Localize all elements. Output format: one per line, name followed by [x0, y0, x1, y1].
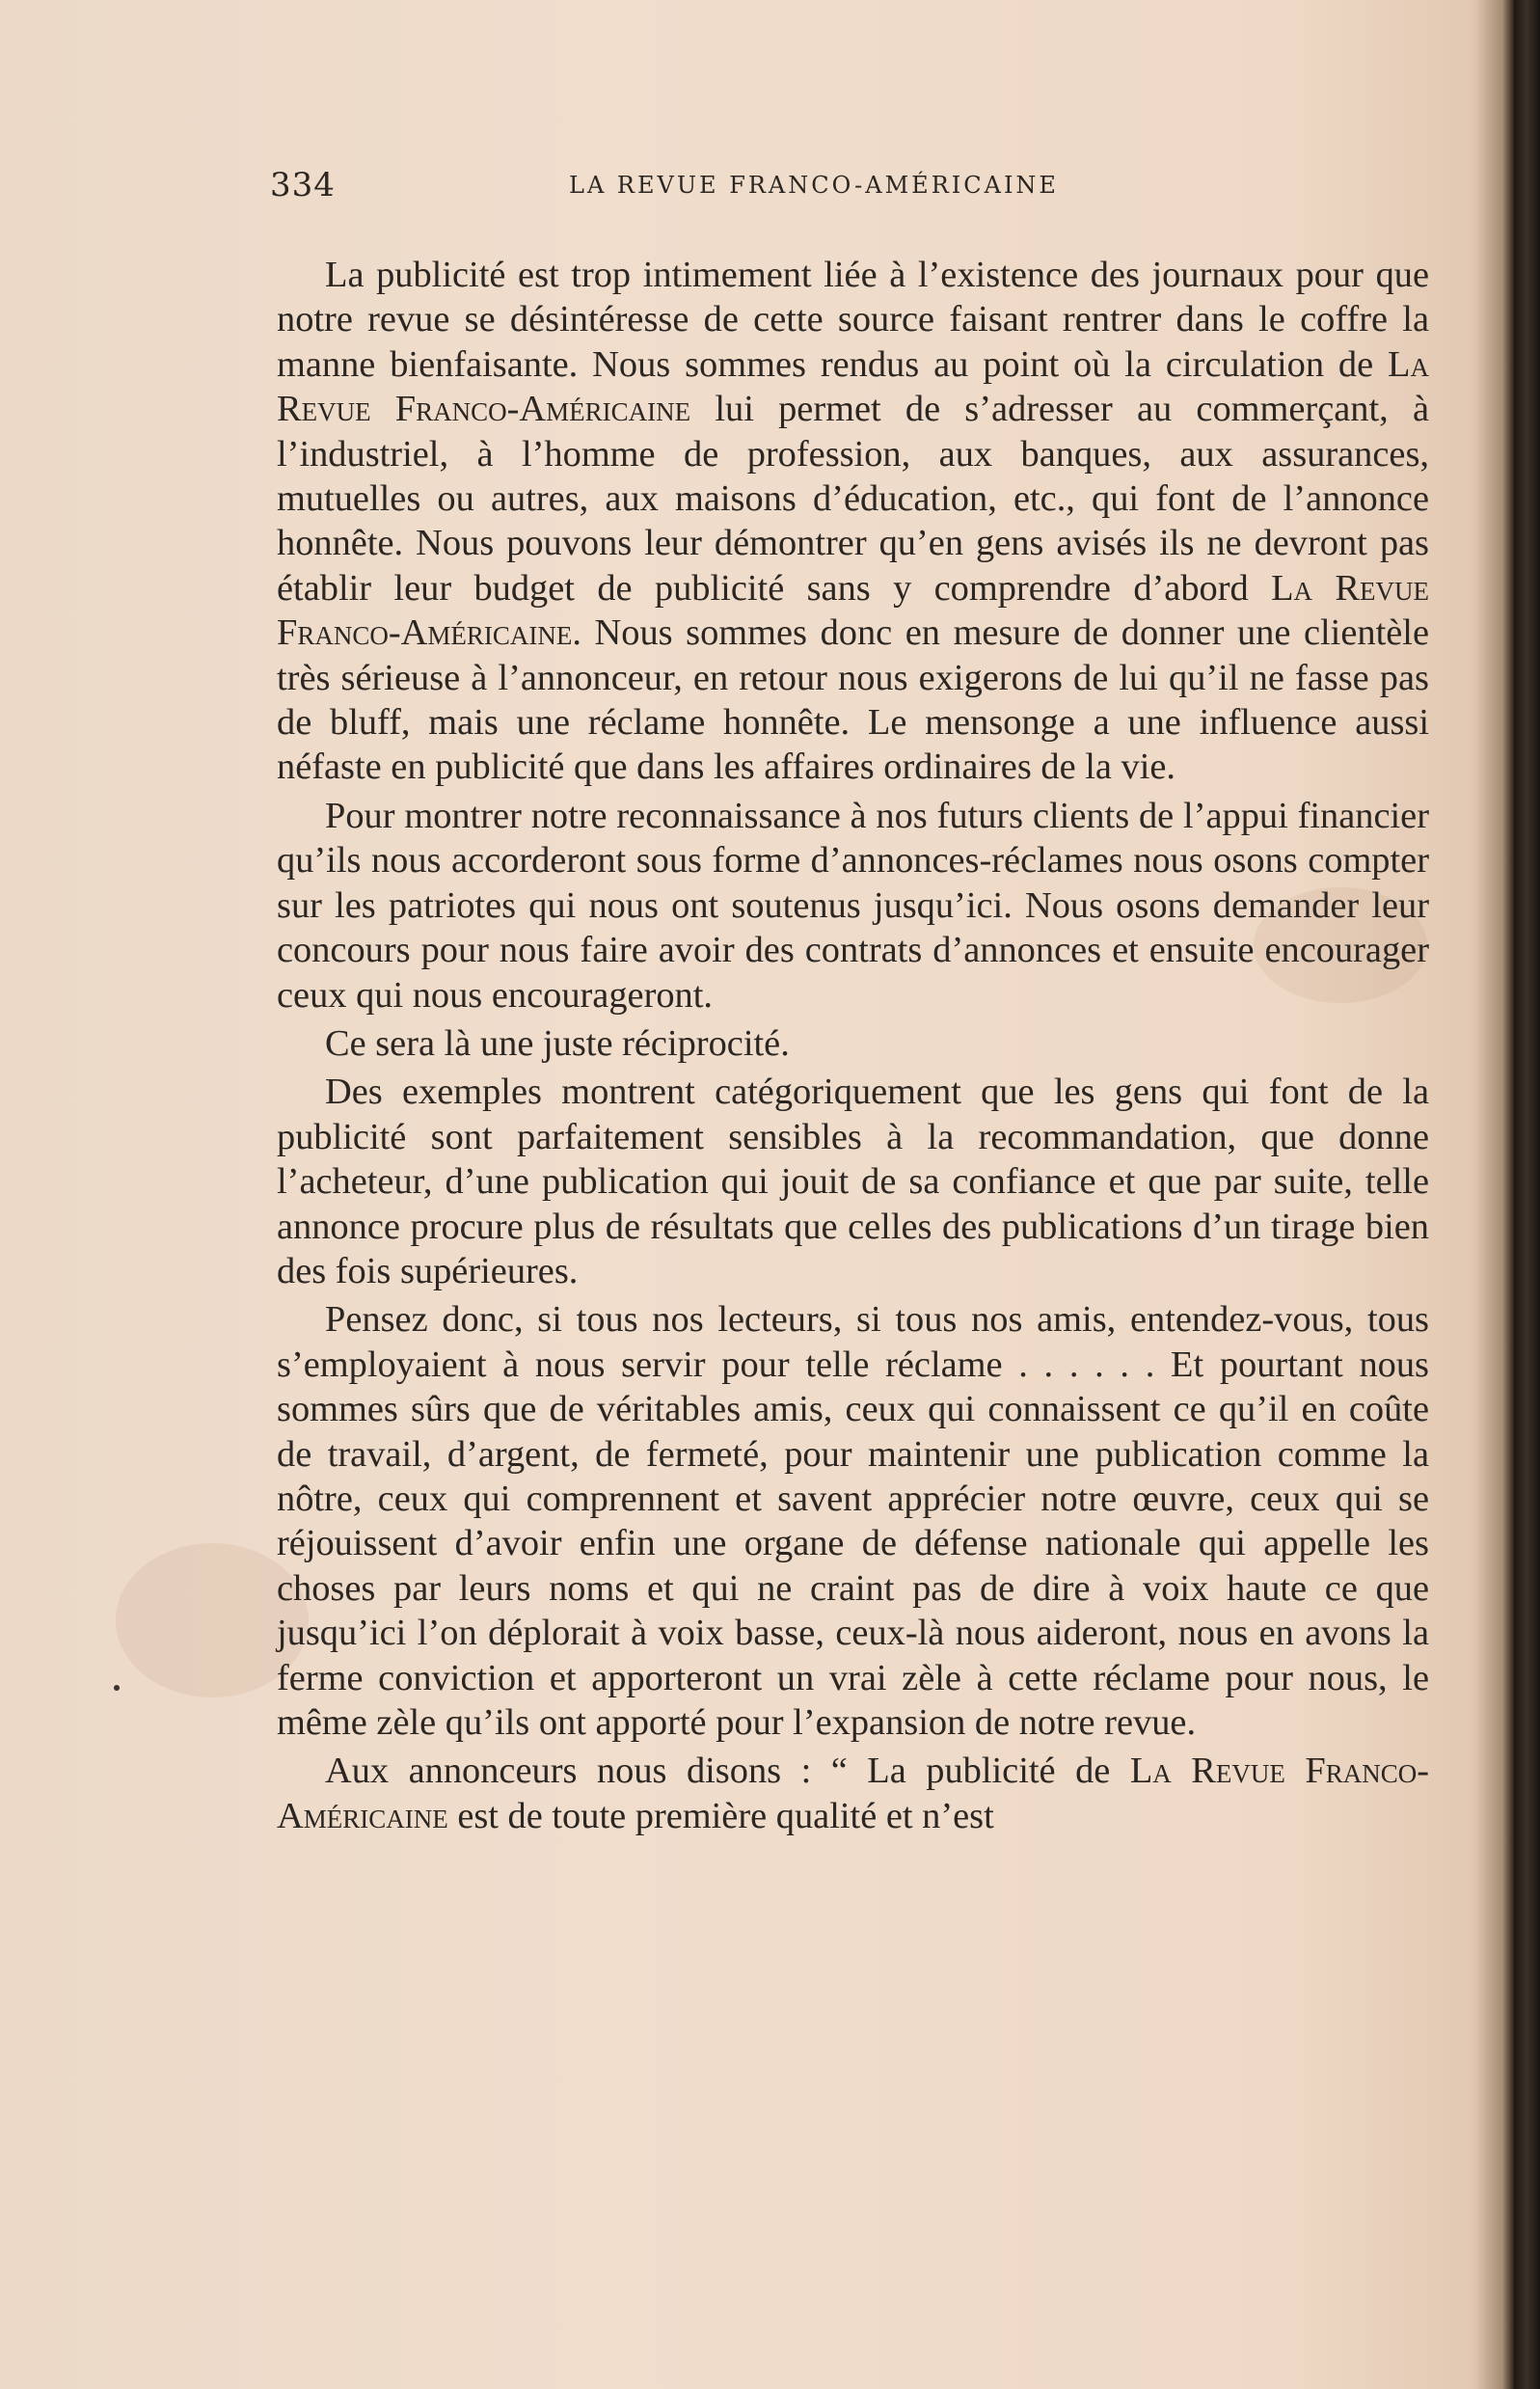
paragraph-6 [277, 1749, 1429, 1838]
paragraph-4: Des exemples montrent catégoriquement que les gens qui font de la publicité sont parfaitement sensibles à la recommandation, que donne l’acheteur, d’une publication qui jouit de sa confiance et que par suite, telle annonce procure plus de résultats que celles des publications d’un tirage bien des fois supérieures. [277, 1072, 1429, 1291]
book-edge [1514, 0, 1540, 2389]
paragraph-1 [277, 253, 1429, 790]
page-gutter-shadow [1475, 0, 1514, 2389]
paragraph-1-text-a: La publicité est trop intimement liée à l’existence des journaux pour que notre revue se désintéresse de cette source faisant rentrer dans le coffre la manne bienfaisante. Nous sommes rendus au point où la circulation de [277, 255, 1429, 385]
paragraph-2: Pour montrer notre reconnaissance à nos futurs clients de l’appui financier qu’ils nous accorderont sous forme d’annonces-réclames nous osons compter sur les patriotes qui nous ont soutenus jusqu’ici. Nous osons demander leur concours pour nous faire avoir des contrats d’annonces et ensuite encourager ceux qui nous encourageront. [277, 795, 1429, 1016]
paragraph-1-text-b: lui permet de s’adresser au commerçant, à l’industriel, à l’homme de profession, aux banques, aux assurances, mutuelles ou autres, aux maisons d’éducation, etc., qui font de l’annonce honnête. Nous pouvons leur démontrer qu’en gens avisés ils ne devront pas établir leur budget de publicité sans y comprendre d’abord [277, 389, 1429, 609]
page-header [270, 166, 1437, 204]
paragraph-3: Ce sera là une juste réciprocité. [325, 1022, 790, 1064]
page-number: 334 [270, 166, 336, 204]
running-title: LA REVUE FRANCO-AMÉRICAINE [569, 172, 1059, 199]
paragraph-1-text-c: . Nous sommes donc en mesure de donner une clientèle très sérieuse à l’annonceur, en retour nous exigerons de lui qu’il ne fasse pas de bluff, mais une réclame honnête. Le mensonge a une influence aussi néfaste en publicité que dans les affaires ordinaires de la vie. [277, 612, 1429, 788]
journal-name: La Revue Franco-Américaine [277, 343, 1429, 430]
paragraph-6-text-b: est de toute première qualité et n’est [447, 1795, 994, 1836]
ink-speck [114, 1685, 120, 1691]
journal-name: La Revue Franco-Américaine [277, 567, 1429, 654]
journal-name: La Revue Franco-Américaine [277, 1751, 1429, 1836]
paragraph-5: Pensez donc, si tous nos lecteurs, si tous nos amis, entendez-vous, tous s’employaient à nous servir pour telle réclame . . . . . . Et pourtant nous sommes sûrs que de véritables amis, ceux qui connaissent ce qu’il en coûte de travail, d’argent, de fermeté, pour maintenir une publication comme la nôtre, ceux qui comprennent et savent apprécier notre œuvre, ceux qui se réjouissent d’avoir enfin une organe de défense nationale qui appelle les choses par leurs noms et qui ne craint pas de dire à voix haute ce que jusqu’ici l’on déplorait à voix basse, ceux-là nous aideront, nous en avons la ferme conviction et apporteront un vrai zèle à cette réclame pour nous, le même zèle qu’ils ont apporté pour l’expansion de notre revue. [277, 1299, 1429, 1743]
article-body [277, 253, 1429, 1838]
paragraph-6-text-a: Aux annonceurs nous disons : “ La publicité de [325, 1751, 1130, 1792]
